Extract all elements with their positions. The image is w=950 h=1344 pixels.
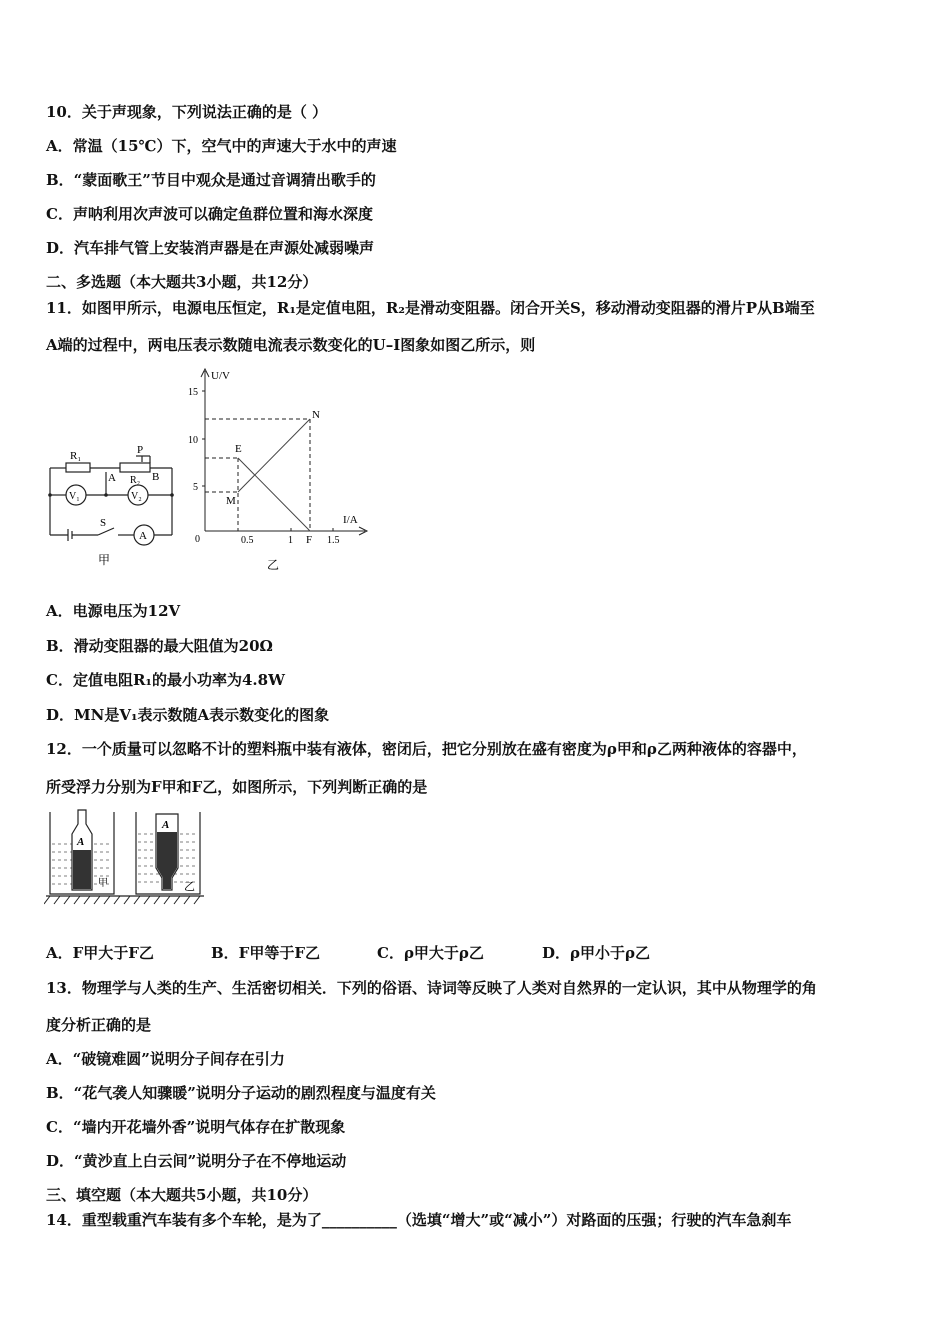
q11-option-d: D．MN是V₁表示数随A表示数变化的图象 xyxy=(46,706,330,724)
q12-options-row xyxy=(46,943,650,963)
section-multiple-choice-heading: 二、多选题（本大题共3小题，共12分） xyxy=(46,273,318,291)
graph-ylabel: U/V xyxy=(211,370,230,382)
q12-option-d: D．ρ甲小于ρ乙 xyxy=(542,944,650,962)
label-a-end: A xyxy=(108,472,116,484)
q11-option-c: C．定值电阻R₁的最小功率为4.8W xyxy=(46,671,285,689)
graph-xlabel: I/A xyxy=(343,514,358,526)
graph-ytick-15: 15 xyxy=(188,387,198,398)
container-label-yi: 乙 xyxy=(184,881,195,893)
label-r1: R₁ xyxy=(70,450,82,462)
q12-option-c: C．ρ甲大于ρ乙 xyxy=(377,944,484,962)
graph-xtick-1.5: 1.5 xyxy=(327,535,340,546)
graph-point-n: N xyxy=(312,409,320,421)
bottle-label-left: A xyxy=(77,836,85,848)
graph-xtick-0.5: 0.5 xyxy=(241,535,254,546)
circuit-caption: 甲 xyxy=(98,553,111,567)
q13-option-d: D．“黄沙直上白云间”说明分子在不停地运动 xyxy=(46,1152,347,1170)
q13-option-c: C．“墙内开花墙外香”说明气体存在扩散现象 xyxy=(46,1118,346,1136)
container-label-jia: 甲 xyxy=(98,878,108,889)
graph-point-m: M xyxy=(226,495,236,507)
graph-point-e: E xyxy=(235,443,242,455)
label-ammeter: A xyxy=(139,530,147,542)
graph-xtick-1: 1 xyxy=(288,535,293,546)
section-fill-in-heading: 三、填空题（本大题共5小题，共10分） xyxy=(46,1186,318,1204)
label-switch: S xyxy=(100,517,107,529)
bottle-label-right: A xyxy=(162,819,170,831)
q13-option-b: B．“花气袭人知骤暖”说明分子运动的剧烈程度与温度有关 xyxy=(46,1084,436,1102)
label-b-end: B xyxy=(152,471,160,483)
q10-option-b: B．“蒙面歌王”节目中观众是通过音调猜出歌手的 xyxy=(46,171,376,189)
q13-option-a: A．“破镜难圆”说明分子间存在引力 xyxy=(46,1050,285,1068)
q10-option-a: A．常温（15℃）下，空气中的声速大于水中的声速 xyxy=(46,137,397,155)
graph-ytick-10: 10 xyxy=(188,435,198,446)
q12-stem-line1: 12．一个质量可以忽略不计的塑料瓶中装有液体，密闭后，把它分别放在盛有密度为ρ甲和ρ乙两种液体的容器中， xyxy=(46,740,807,758)
q12-stem-line2: 所受浮力分别为F甲和F乙，如图所示，下列判断正确的是 xyxy=(46,778,428,796)
q10-stem: 10．关于声现象，下列说法正确的是（ ） xyxy=(46,103,328,121)
q13-stem-line2: 度分析正确的是 xyxy=(46,1016,152,1034)
label-p: P xyxy=(137,444,144,456)
q11-circuit-diagram xyxy=(38,440,188,575)
q11-stem-line1: 11．如图甲所示，电源电压恒定，R₁是定值电阻，R₂是滑动变阻器。闭合开关S，移动滑动变阻器的滑片P从B端至 xyxy=(46,299,815,317)
label-r2: R₂ xyxy=(130,475,141,486)
q12-option-a: A．F甲大于F乙 xyxy=(46,944,154,962)
graph-point-f: F xyxy=(306,534,313,546)
q12-bottles-figure xyxy=(44,806,209,911)
graph-origin: 0 xyxy=(195,534,200,545)
q10-option-d: D．汽车排气管上安装消声器是在声源处减弱噪声 xyxy=(46,239,375,257)
label-v2: V₂ xyxy=(131,491,142,502)
label-v1: V₁ xyxy=(69,491,80,502)
graph-ytick-5: 5 xyxy=(193,482,198,493)
q11-stem-line2: A端的过程中，两电压表示数随电流表示数变化的U–I图象如图乙所示，则 xyxy=(46,336,536,354)
q11-option-a: A．电源电压为12V xyxy=(46,602,181,620)
q12-option-b: B．F甲等于F乙 xyxy=(211,944,320,962)
q11-option-b: B．滑动变阻器的最大阻值为20Ω xyxy=(46,637,273,655)
q11-ui-graph xyxy=(185,365,380,575)
graph-caption: 乙 xyxy=(267,558,280,572)
q13-stem-line1: 13．物理学与人类的生产、生活密切相关．下列的俗语、诗词等反映了人类对自然界的一定认识，其中从物理学的角 xyxy=(46,979,817,997)
q10-option-c: C．声呐利用次声波可以确定鱼群位置和海水深度 xyxy=(46,205,373,223)
q14-stem-line1: 14．重型载重汽车装有多个车轮，是为了__________（选填“增大”或“减小”）对路面的压强；行驶的汽车急刹车 xyxy=(46,1211,792,1229)
